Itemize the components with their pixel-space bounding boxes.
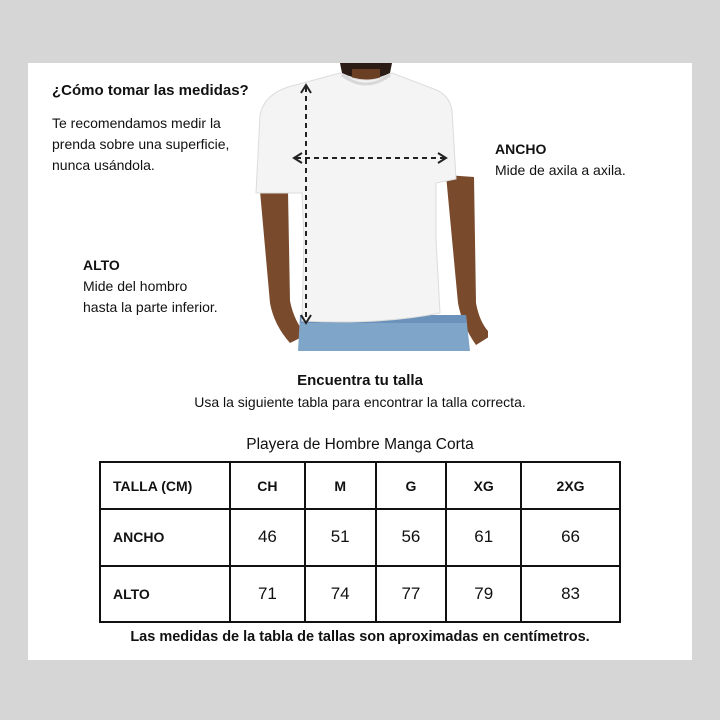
size-table <box>99 461 621 623</box>
size-table-caption: Playera de Hombre Manga Corta <box>246 436 474 453</box>
howto-line: Te recomendamos medir la <box>52 115 221 131</box>
size-guide-card <box>28 63 692 660</box>
table-cell: 71 <box>230 566 305 622</box>
table-cell: 61 <box>446 509 521 565</box>
find-size-title: Encuentra tu talla <box>297 372 423 389</box>
table-cell: 56 <box>376 509 447 565</box>
table-cell: 83 <box>521 566 620 622</box>
row-label: ANCHO <box>100 509 230 565</box>
header-cell: 2XG <box>521 462 620 509</box>
howto-line: prenda sobre una superficie, <box>52 136 230 152</box>
alto-note-label: ALTO <box>83 257 120 273</box>
header-cell: G <box>376 462 447 509</box>
table-row <box>100 566 620 622</box>
header-cell: CH <box>230 462 305 509</box>
ancho-note-text: Mide de axila a axila. <box>495 162 626 178</box>
table-cell: 66 <box>521 509 620 565</box>
ancho-note-label: ANCHO <box>495 141 547 157</box>
model-left-arm <box>260 191 306 343</box>
ancho-note <box>495 139 626 181</box>
tshirt-model-illustration <box>248 63 488 351</box>
header-cell: M <box>305 462 376 509</box>
howto-line: nunca usándola. <box>52 157 155 173</box>
howto-title: ¿Cómo tomar las medidas? <box>52 82 249 99</box>
table-cell: 74 <box>305 566 376 622</box>
row-label: ALTO <box>100 566 230 622</box>
find-size-subtitle: Usa la siguiente tabla para encontrar la talla correcta. <box>194 394 526 410</box>
alto-note <box>83 255 218 318</box>
table-cell: 79 <box>446 566 521 622</box>
header-cell: TALLA (CM) <box>100 462 230 509</box>
header-cell: XG <box>446 462 521 509</box>
table-cell: 51 <box>305 509 376 565</box>
table-row <box>100 509 620 565</box>
alto-note-line: hasta la parte inferior. <box>83 299 218 315</box>
table-cell: 46 <box>230 509 305 565</box>
size-table-footnote: Las medidas de la tabla de tallas son aproximadas en centímetros. <box>130 629 590 645</box>
alto-note-line: Mide del hombro <box>83 278 188 294</box>
howto-text <box>52 113 262 176</box>
table-cell: 77 <box>376 566 447 622</box>
size-table-header-row <box>100 462 620 509</box>
